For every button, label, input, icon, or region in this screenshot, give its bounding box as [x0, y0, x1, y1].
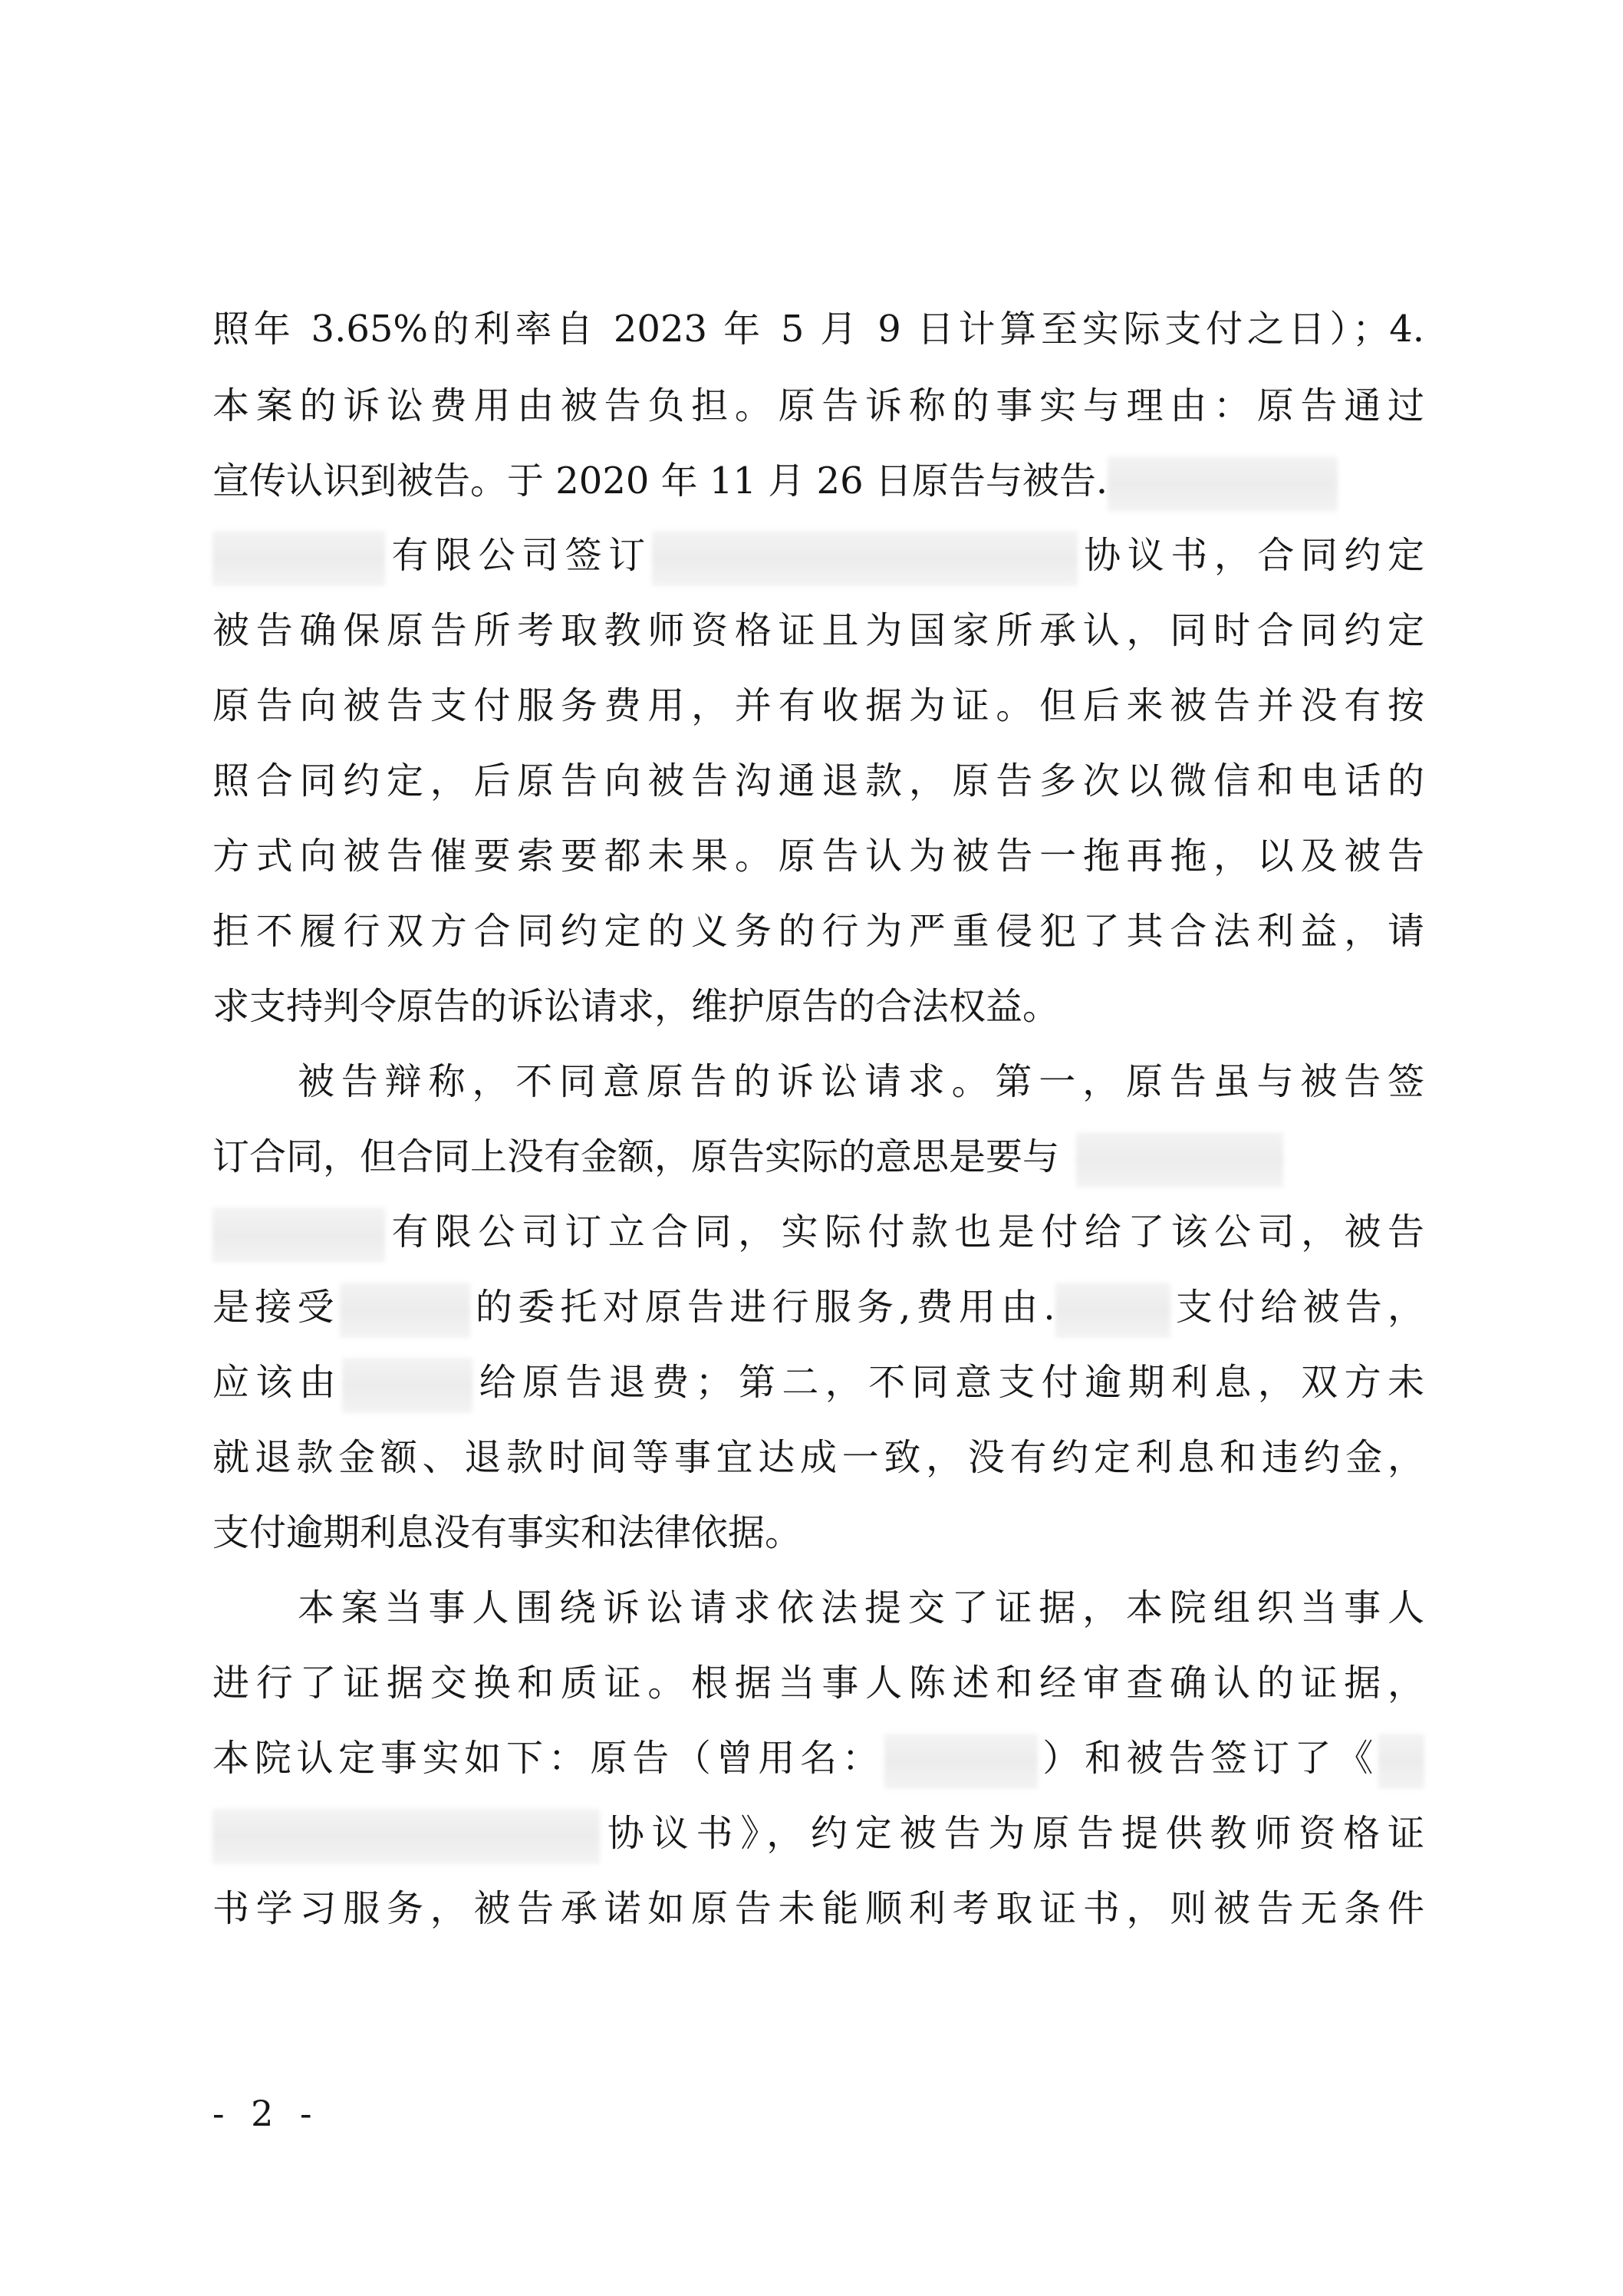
redaction-block: [212, 1809, 600, 1864]
text-line: [212, 1881, 1424, 1936]
text-segment: 宣传认识到被告。于 2020 年 11 月 26 日原告与被告.: [212, 460, 1108, 502]
text-line: [212, 603, 1424, 658]
redaction-block: [1108, 456, 1338, 512]
text-line: [298, 1054, 1424, 1109]
text-segment: 协议书》，约定被告为原告提供教师资格证: [600, 1812, 1424, 1855]
text-line: [212, 1505, 1424, 1560]
text-segment: 协议书，合同约定: [1077, 534, 1424, 577]
text-line: [212, 1731, 1424, 1786]
redaction-block: [884, 1734, 1038, 1789]
text-line: [212, 1430, 1424, 1485]
redaction-block: [1378, 1734, 1424, 1789]
text-line: [298, 1580, 1424, 1636]
text-segment: 本案当事人围绕诉讼请求依法提交了证据，本院组织当事人: [298, 1586, 1424, 1629]
text-line: [212, 979, 1424, 1034]
text-segment: 书学习服务，被告承诺如原告未能顺利考取证书，则被告无条件: [212, 1887, 1424, 1930]
text-segment: 支付给被告，: [1170, 1286, 1424, 1329]
text-segment: 是接受: [212, 1286, 340, 1329]
redaction-block: [340, 1283, 470, 1338]
redaction-block: [1055, 1283, 1170, 1338]
text-segment: 被告确保原告所考取教师资格证且为国家所承认，同时合同约定: [212, 609, 1424, 652]
text-segment: 被告辩称，不同意原告的诉讼请求。第一，原告虽与被告签: [298, 1060, 1424, 1103]
text-segment: 支付逾期利息没有事实和法律依据。: [212, 1511, 802, 1554]
text-segment: 有限公司签订: [385, 534, 652, 577]
text-line: [212, 1204, 1424, 1260]
text-line: [212, 1655, 1424, 1711]
text-segment: 有限公司订立合同，实际付款也是付给了该公司，被告: [385, 1211, 1424, 1253]
text-segment: 方式向被告催要索要都未果。原告认为被告一拖再拖，以及被告: [212, 835, 1424, 878]
text-segment: 照年 3.65%的利率自 2023 年 5 月 9 日计算至实际支付之日）；4.: [212, 308, 1424, 351]
text-segment: 的委托对原告进行服务,费用由.: [469, 1286, 1055, 1329]
text-line: [212, 1129, 1424, 1184]
text-segment: ）和被告签订了《: [1037, 1737, 1378, 1780]
text-segment: 就退款金额、退款时间等事宜达成一致，没有约定利息和违约金，: [212, 1436, 1424, 1479]
text-line: [212, 453, 1424, 509]
text-line: [212, 1280, 1424, 1335]
text-line: [212, 1806, 1424, 1861]
text-segment: 拒不履行双方合同约定的义务的行为严重侵犯了其合法利益，请: [212, 910, 1424, 953]
redaction-block: [212, 1207, 385, 1263]
text-segment: 进行了证据交换和质证。根据当事人陈述和经审查确认的证据，: [212, 1662, 1424, 1705]
text-line: [212, 528, 1424, 583]
text-segment: 原告向被告支付服务费用，并有收据为证。但后来被告并没有按: [212, 684, 1424, 727]
text-segment: 本案的诉讼费用由被告负担。原告诉称的事实与理由：原告通过: [212, 384, 1424, 427]
text-segment: 求支持判令原告的诉讼请求，维护原告的合法权益。: [212, 985, 1060, 1028]
text-segment: 本院认定事实如下：原告（曾用名：: [212, 1737, 884, 1780]
text-line: [212, 753, 1424, 809]
text-line: [212, 828, 1424, 884]
redaction-block: [652, 531, 1078, 586]
redaction-block: [342, 1358, 472, 1413]
text-segment: 应该由: [212, 1361, 343, 1404]
text-segment: 给原告退费；第二，不同意支付逾期利息，双方未: [472, 1361, 1424, 1404]
text-line: [212, 904, 1424, 959]
page-number: - 2 -: [212, 2093, 320, 2134]
text-line: [212, 378, 1424, 433]
redaction-block: [1076, 1132, 1283, 1188]
text-segment: 照合同约定，后原告向被告沟通退款，原告多次以微信和电话的: [212, 759, 1424, 802]
text-segment: 订合同，但合同上没有金额，原告实际的意思是要与: [212, 1135, 1060, 1178]
text-line: [212, 1355, 1424, 1410]
text-line: [212, 301, 1424, 357]
text-line: [212, 678, 1424, 733]
redaction-block: [212, 531, 385, 586]
